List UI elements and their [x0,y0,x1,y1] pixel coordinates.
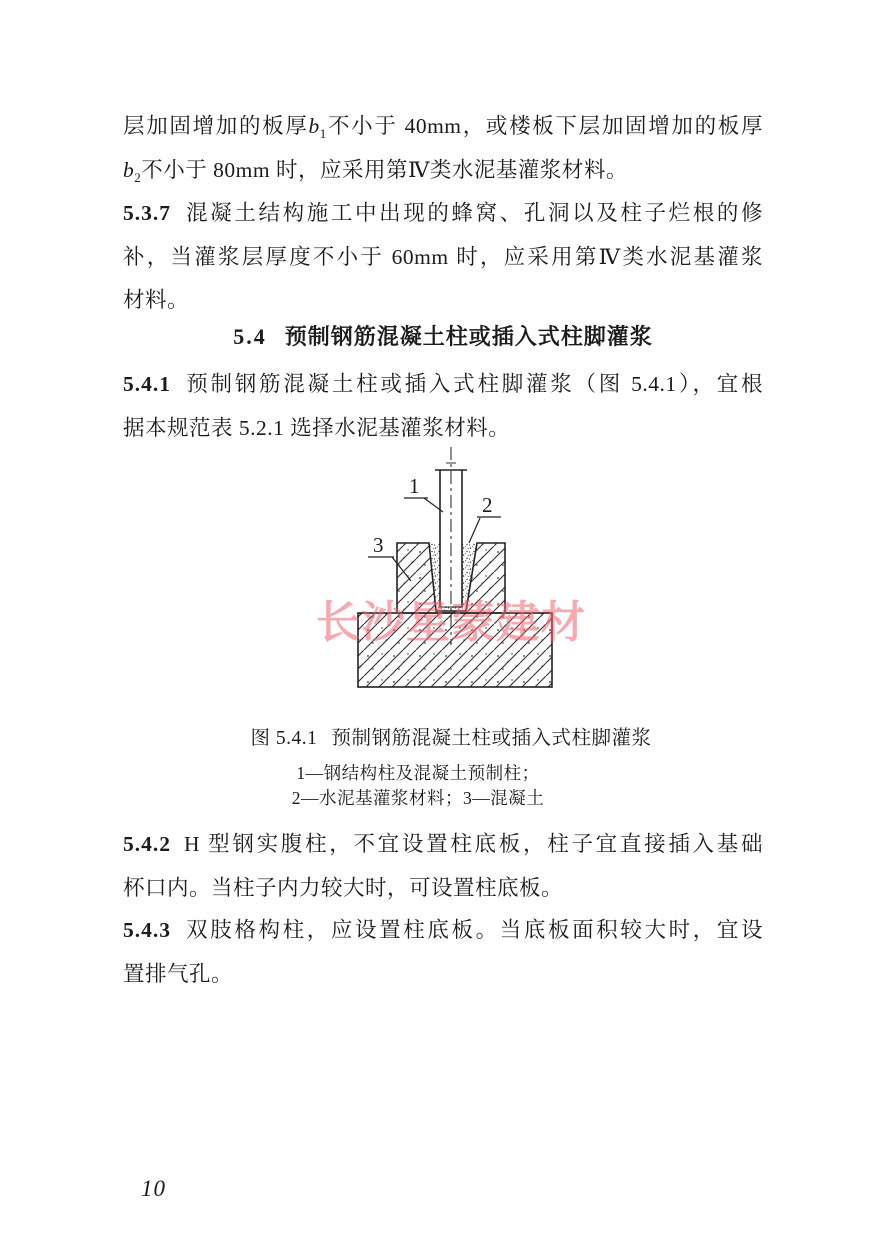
text-line [123,149,763,193]
text-run: 杯口内。当柱子内力较大时，可设置柱底板。 [123,875,564,900]
clause-5-4-3 [123,909,763,996]
text-run: H 型钢实腹柱，不宜设置柱底板，柱子宜直接插入基础 [184,832,763,856]
figure-caption-number: 图 5.4.1 [250,728,318,749]
paragraph-prev-continuation [123,105,763,192]
text-run: 不小于 40mm，或楼板下层加固增加的板厚 [326,114,763,138]
clause-number: 5.4.2 [123,832,171,856]
text-line [123,953,763,997]
clause-number: 5.4.1 [123,372,171,396]
text-run: 预制钢筋混凝土柱或插入式柱脚灌浆（图 5.4.1），宜根 [184,372,763,396]
text-line [123,867,763,911]
clause-5-4-2 [123,823,763,910]
figure-caption-title: 预制钢筋混凝土柱或插入式柱脚灌浆 [331,728,652,749]
label-2-leader [469,518,480,543]
text-line [123,909,763,953]
watermark-text: 长沙星蒙建材 [316,598,586,647]
text-run: 补，当灌浆层厚度不小于 60mm 时，应采用第Ⅳ类水泥基灌浆 [123,244,763,269]
figure-legend-line-2: 2—水泥基灌浆材料；3—混凝土 [291,788,545,808]
page-number: 10 [141,1176,166,1201]
figure-caption [123,726,779,752]
section-title: 预制钢筋混凝土柱或插入式柱脚灌浆 [284,324,653,349]
text-run: 混凝土结构施工中出现的蜂窝、孔洞以及柱子烂根的修 [184,201,763,225]
section-number: 5.4 [233,324,267,349]
clause-5-4-1 [123,363,763,450]
clause-number: 5.4.3 [123,918,171,942]
figure-legend-line-1: 1—钢结构柱及混凝土预制柱； [296,763,540,783]
text-line [123,363,763,407]
variable-subscript: 2 [134,169,142,185]
clause-5-3-7 [123,192,763,323]
section-heading-5-4 [123,315,763,359]
clause-number: 5.3.7 [123,201,171,225]
text-run: 置排气孔。 [123,961,234,986]
figure-5-4-1-drawing [350,440,570,695]
figure-label-1: 1 [409,474,420,498]
text-line [123,105,763,149]
text-line [123,823,763,867]
variable-b: b [123,157,135,182]
text-run: 材料。 [123,288,190,312]
text-line [123,192,763,236]
text-run: 据本规范表 5.2.1 选择水泥基灌浆材料。 [123,415,511,440]
variable-b: b [308,114,320,138]
column-socket-grouting-diagram [350,440,570,695]
text-run: 不小于 80mm 时，应采用第Ⅳ类水泥基灌浆材料。 [141,157,628,182]
figure-label-3: 3 [373,533,384,557]
text-line [123,236,763,280]
figure-label-2: 2 [482,493,493,517]
variable-subscript: 1 [319,126,327,141]
text-run: 双肢格构柱，应设置柱底板。当底板面积较大时，宜设 [184,918,763,942]
text-run: 层加固增加的板厚 [123,114,309,138]
